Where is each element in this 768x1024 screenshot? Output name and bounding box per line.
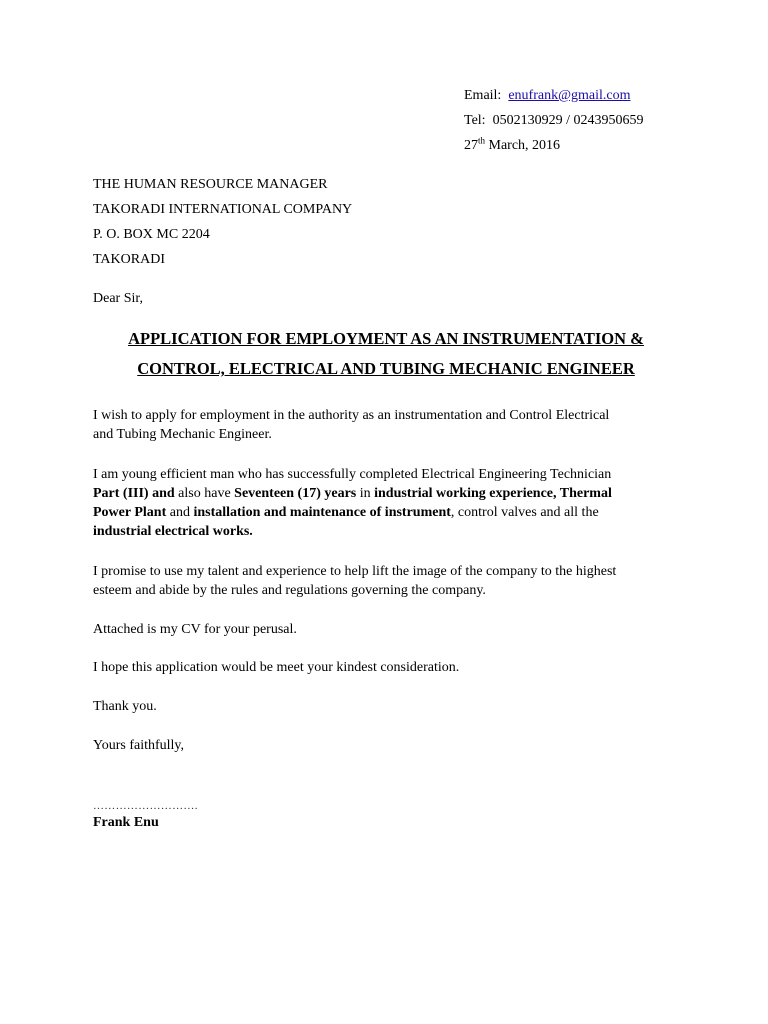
- paragraph-4: Attached is my CV for your perusal.: [93, 622, 297, 637]
- date-suffix: th: [478, 135, 486, 146]
- bold-industrial-experience: industrial working experience, Thermal: [374, 486, 612, 501]
- tel-value: 0502130929 / 0243950659: [492, 113, 644, 128]
- paragraph-3-line-1: I promise to use my talent and experience to help lift the image of the company to the highest: [93, 564, 617, 579]
- paragraph-2-line-1: I am young efficient man who has successfully completed Electrical Engineering Technician: [93, 467, 612, 482]
- paragraph-2: [93, 465, 683, 541]
- email-link[interactable]: enufrank@gmail.com: [508, 88, 631, 103]
- tel-label: Tel:: [464, 113, 486, 128]
- text-and: and: [166, 505, 194, 520]
- date-line: [464, 137, 560, 155]
- signature-name: Frank Enu: [93, 815, 159, 830]
- recipient-line-3: P. O. BOX MC 2204: [93, 227, 210, 242]
- bold-industrial-electrical-works: industrial electrical works.: [93, 524, 253, 539]
- paragraph-5: I hope this application would be meet your kindest consideration.: [93, 660, 460, 675]
- bold-power-plant: Power Plant: [93, 505, 167, 520]
- bold-installation-maintenance: installation and maintenance of instrument: [193, 505, 451, 520]
- email-label: Email:: [464, 88, 502, 103]
- salutation: Dear Sir,: [93, 291, 143, 306]
- recipient-line-2: TAKORADI INTERNATIONAL COMPANY: [93, 202, 353, 217]
- paragraph-3-line-2: esteem and abide by the rules and regulations governing the company.: [93, 583, 486, 598]
- recipient-line-4: TAKORADI: [93, 252, 165, 267]
- signature-line: ……………………….: [93, 800, 198, 812]
- bold-part-iii: Part (III) and: [93, 486, 175, 501]
- paragraph-1-line-2: and Tubing Mechanic Engineer.: [93, 427, 272, 442]
- subject-line-2: CONTROL, ELECTRICAL AND TUBING MECHANIC ENGINEER: [137, 359, 635, 378]
- date-rest: March, 2016: [488, 138, 561, 153]
- paragraph-2-line-2: [93, 484, 683, 503]
- date-day: 27: [464, 138, 478, 153]
- closing: Yours faithfully,: [93, 738, 185, 753]
- paragraph-3: [93, 562, 683, 600]
- tel-line: [464, 112, 643, 130]
- subject-line-1: APPLICATION FOR EMPLOYMENT AS AN INSTRUMENTATION &: [128, 329, 644, 348]
- paragraph-1: [93, 406, 683, 444]
- paragraph-1-line-1: I wish to apply for employment in the authority as an instrumentation and Control Electrical: [93, 408, 610, 423]
- text-in: in: [356, 486, 375, 501]
- paragraph-6: Thank you.: [93, 699, 157, 714]
- recipient-line-1: THE HUMAN RESOURCE MANAGER: [93, 177, 328, 192]
- text-control-valves: , control valves and all the: [450, 505, 599, 520]
- text-also-have: also have: [174, 486, 235, 501]
- bold-seventeen-years: Seventeen (17) years: [234, 486, 357, 501]
- email-line: [464, 87, 630, 105]
- paragraph-2-line-3: [93, 503, 683, 522]
